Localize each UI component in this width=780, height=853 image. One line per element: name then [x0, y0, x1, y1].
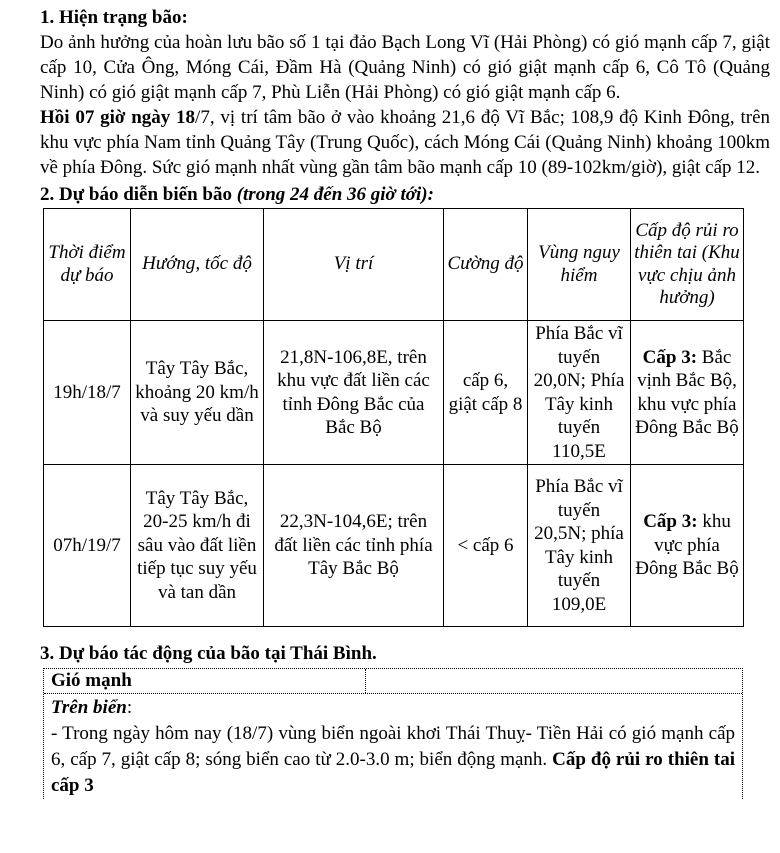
col-header-danger-zone: Vùng nguy hiểm	[528, 209, 631, 321]
risk-level-bold: Cấp 3:	[642, 346, 698, 368]
sea-forecast-paragraph	[51, 721, 735, 799]
cell-danger-zone: Phía Bắc vĩ tuyến 20,5N; phía Tây kinh tuyến 109,0E	[528, 465, 631, 627]
paragraph2-text-run: /7, vị trí tâm bão ở vào khoảng 21,6 độ Vĩ Bắc; 108,9 độ Kinh Đông, trên khu vực phía Nam tỉnh Quảng Tây (Trung Quốc), cách Móng Cái (Quảng Ninh) khoảng 100km về phía Đông. Sức gió mạnh nhất vùng gần tâm bão mạnh cấp 10 (89-102km/giờ), giật cấp 12.	[40, 107, 770, 178]
section3-heading: 3. Dự báo tác động của bão tại Thái Bình.	[40, 643, 377, 664]
table-row	[44, 321, 744, 465]
impact-empty-cell	[366, 669, 742, 693]
sea-section-title	[51, 695, 735, 721]
cell-intensity: < cấp 6	[444, 465, 528, 627]
section2-heading-plain: 2. Dự báo diễn biến bão	[40, 184, 237, 205]
paragraph2-bold-run: Hồi 07 giờ ngày 18	[40, 107, 196, 128]
sea-forecast-text: - Trong ngày hôm nay (18/7) vùng biển ngoài khơi Thái Thuỵ- Tiền Hải có gió mạnh cấp 6, cấp 7, giật cấp 8; sóng biển cao từ 2.0-3.0 m; biển động mạnh.	[51, 723, 735, 770]
cell-direction: Tây Tây Bắc, khoảng 20 km/h và suy yếu dần	[131, 321, 264, 465]
cell-position: 22,3N-104,6E; trên đất liền các tỉnh phía Tây Bắc Bộ	[264, 465, 444, 627]
impact-table	[43, 668, 743, 799]
header-row	[44, 209, 744, 321]
risk-level-text: Bắc vịnh Bắc Bộ, khu vực phía Đông Bắc Bộ	[635, 346, 739, 438]
table-row	[44, 465, 744, 627]
impact-header-row	[44, 669, 742, 694]
col-header-risk-level: Cấp độ rủi ro thiên tai (Khu vực chịu ảnh hưởng)	[631, 209, 744, 321]
col-header-position: Vị trí	[264, 209, 444, 321]
section1-heading: 1. Hiện trạng bão:	[40, 7, 188, 28]
impact-label-cell: Gió mạnh	[44, 669, 366, 693]
section1-paragraph1: Do ảnh hưởng của hoàn lưu bão số 1 tại đảo Bạch Long Vĩ (Hải Phòng) có gió mạnh cấp 7, giật cấp 10, Cửa Ông, Móng Cái, Đầm Hà (Quảng Ninh) có gió giật mạnh cấp 6, Cô Tô (Quảng Ninh) có gió giật mạnh cấp 7, Phù Liễn (Hải Phòng) có gió giật mạnh cấp 6.	[40, 32, 770, 103]
cell-direction: Tây Tây Bắc, 20-25 km/h đi sâu vào đất liền tiếp tục suy yếu và tan dần	[131, 465, 264, 627]
cell-position: 21,8N-106,8E, trên khu vực đất liền các tỉnh Đông Bắc của Bắc Bộ	[264, 321, 444, 465]
section1-paragraph2	[40, 105, 770, 180]
col-header-direction: Hướng, tốc độ	[131, 209, 264, 321]
cell-time: 19h/18/7	[44, 321, 131, 465]
sea-title-colon: :	[126, 697, 133, 718]
sea-forecast-risk-bold: Cấp độ rủi ro thiên tai cấp 3	[51, 749, 735, 796]
cell-risk-level	[631, 465, 744, 627]
section2-heading-italic: (trong 24 đến 36 giờ tới):	[236, 184, 434, 205]
forecast-table-header	[44, 209, 744, 321]
cell-risk-level	[631, 321, 744, 465]
cell-danger-zone: Phía Bắc vĩ tuyến 20,0N; Phía Tây kinh tuyến 110,5E	[528, 321, 631, 465]
sea-title-bold-italic: Trên biển	[51, 697, 127, 718]
risk-level-bold: Cấp 3:	[643, 511, 698, 533]
impact-body-row	[44, 694, 742, 799]
cell-intensity: cấp 6, giật cấp 8	[444, 321, 528, 465]
col-header-time: Thời điểm dự báo	[44, 209, 131, 321]
col-header-intensity: Cường độ	[444, 209, 528, 321]
section2-heading	[40, 182, 770, 207]
forecast-table	[43, 208, 744, 627]
cell-time: 07h/19/7	[44, 465, 131, 627]
risk-level-text: khu vực phía Đông Bắc Bộ	[635, 511, 739, 580]
